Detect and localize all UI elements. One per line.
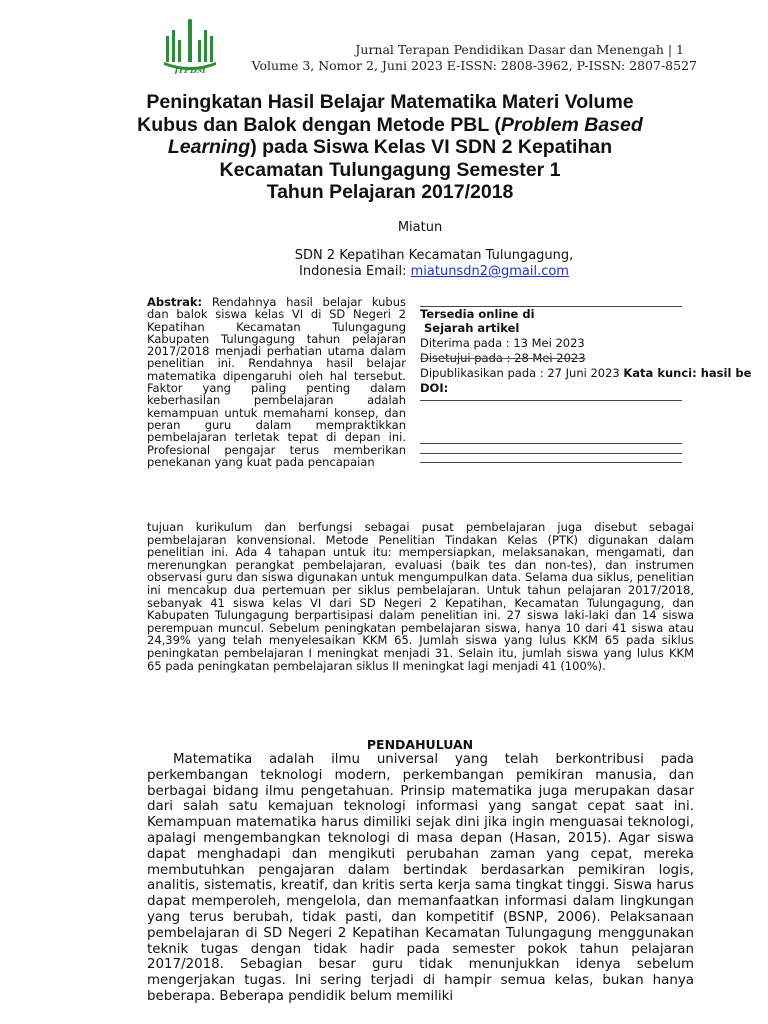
email-label: Indonesia Email: xyxy=(299,264,411,279)
title-italic: Problem Based Learning xyxy=(167,113,643,158)
affiliation-line-2 xyxy=(0,264,768,280)
info-rules xyxy=(420,443,682,471)
section-heading: PENDAHULUAN xyxy=(366,737,474,752)
article-info xyxy=(420,300,768,401)
logo-text: JTPDM xyxy=(174,65,206,74)
journal-name: Jurnal Terapan Pendidikan Dasar dan Menengah | 1 xyxy=(355,42,684,57)
info-divider xyxy=(420,443,682,444)
info-divider xyxy=(420,453,682,454)
title-part-3: Tahun Pelajaran 2017/2018 xyxy=(266,181,514,203)
published-line xyxy=(420,366,768,381)
doi-label: DOI: xyxy=(420,381,449,395)
title-part-2: ) pada Siswa Kelas VI SDN 2 Kepatihan Kecamatan Tulungagung Semester 1 xyxy=(219,136,613,181)
article-title xyxy=(120,91,660,204)
title-part-1: Peningkatan Hasil Belajar Matematika Materi Volume Kubus dan Balok dengan Metode PBL ( xyxy=(137,91,634,136)
introduction-text: Matematika adalah ilmu universal yang telah berkontribusi pada perkembangan teknologi modern, perkembangan pemikiran manusia, dan berbagai bidang ilmu pengetahuan. Prinsip matematika juga merupakan dasar dari salah satu kemajuan teknologi informasi yang sangat cepat saat ini. Kemampuan matematika harus dimiliki sejak dini jika ingin menguasai teknologi, apalagi mengembangkan teknologi di masa depan (Hasan, 2015). Agar siswa dapat menghadapi dan mengikuti perubahan zaman yang cepat, mereka membutuhkan pengajaran dalam bertindak berdasarkan pemikiran logis, analitis, sistematis, kreatif, dan kritis serta kerja sama tingkat tinggi. Siswa harus dapat memperoleh, mengelola, dan memanfaatkan informasi dalam lingkungan yang terus berubah, tidak pasti, dan kompetitif (BSNP, 2006). Pelaksanaan pembelajaran di SD Negeri 2 Kepatihan Kecamatan Tulungagung menggunakan teknik tugas dengan tidak hadir pada semester pokok tahun pelajaran 2017/2018. Sebagian besar guru tidak menunjukkan idenya sebelum mengerjakan tugas. Ini sering terjadi di hampir semua kelas, bukan hanya beberapa. Beberapa pendidik belum memiliki xyxy=(147,752,694,1004)
author-email-link[interactable]: miatunsdn2@gmail.com xyxy=(410,264,569,279)
info-divider xyxy=(420,400,682,401)
published-date: Dipublikasikan pada : 27 Juni 2023 xyxy=(420,366,620,380)
introduction-paragraph xyxy=(147,752,694,1005)
author-name: Miatun xyxy=(397,220,443,235)
abstract-column xyxy=(147,296,406,468)
info-divider xyxy=(420,462,682,463)
journal-logo xyxy=(160,18,226,74)
accepted-date: Disetujui pada : 28 Mei 2023 xyxy=(420,351,586,365)
abstract-first-part: Rendahnya hasil belajar kubus dan balok siswa kelas VI di SD Negeri 2 Kepatihan Kecamatan Tulungagung Kabupaten Tulungagung tahun pelajaran 2017/2018 menjadi perhatian utama dalam penelitian ini. Rendahnya hasil belajar matematika dipengaruhi oleh hal tersebut. Faktor yang paling penting dalam keberhasilan pembelajaran adalah kemampuan untuk memahami konsep, dan peran guru dalam mempraktikkan pembelajaran terletak tepat di depan ini. Profesional pengajar terus memberikan penekanan yang kuat pada pencapaian xyxy=(147,295,406,469)
journal-volume-issn: Volume 3, Nomor 2, Juni 2023 E-ISSN: 2808-3962, P-ISSN: 2807-8527 xyxy=(251,58,697,73)
affiliation-line-1: SDN 2 Kepatihan Kecamatan Tulungagung, xyxy=(294,248,574,263)
keywords-label: Kata kunci: hasil be xyxy=(623,366,752,380)
article-history-heading: Sejarah artikel xyxy=(424,321,520,335)
available-online: Tersedia online di xyxy=(420,307,535,321)
author-affiliation xyxy=(0,248,768,280)
abstract-continuation: tujuan kurikulum dan berfungsi sebagai pusat pembelajaran juga disebut sebagai pembelajaran konvensional. Metode Penelitian Tindakan Kelas (PTK) digunakan dalam penelitian ini. Ada 4 tahapan untuk itu: mempersiapkan, melaksanakan, mengamati, dan merenungkan perangkat pembelajaran, evaluasi (baik tes dan non-tes), dan instrumen observasi guru dan siswa digunakan untuk mengumpulkan data. Selama dua siklus, penelitian ini mencakup dua pertemuan per siklus pembelajaran. Untuk tahun pelajaran 2017/2018, sebanyak 41 siswa kelas VI dari SD Negeri 2 Kepatihan, Kecamatan Tulungagung, dan Kabupaten Tulungagung berpartisipasi dalam penelitian ini. 27 siswa laki-laki dan 14 siswa perempuan muncul. Sebelum peningkatan pembelajaran siswa, hanya 10 dari 41 siswa atau 24,39% yang telah menyelesaikan KKM 65. Jumlah siswa yang lulus KKM 65 pada siklus peningkatan pembelajaran I meningkat menjadi 31. Selain itu, jumlah siswa yang lulus KKM 65 pada peningkatan pembelajaran siklus II meningkat lagi menjadi 41 (100%). xyxy=(147,520,694,673)
received-date: Diterima pada : 13 Mei 2023 xyxy=(420,336,585,350)
abstract-label: Abstrak: xyxy=(147,295,203,309)
